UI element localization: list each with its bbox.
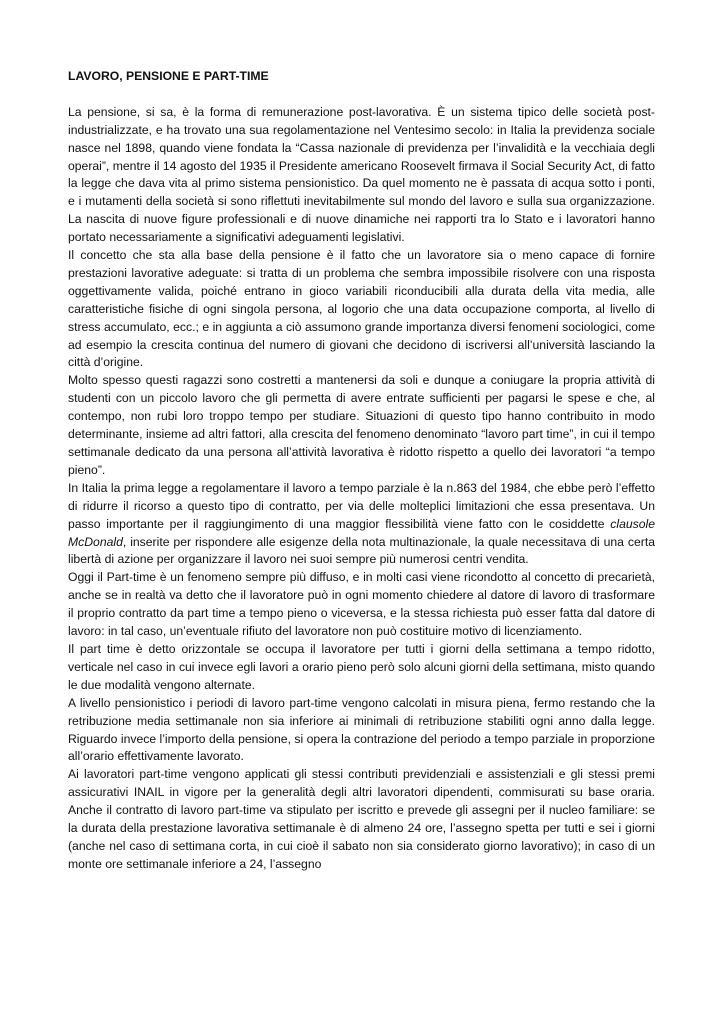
document-page [68,68,655,874]
paragraph-contributions: Ai lavoratori part-time vengono applicati gli stessi contributi previdenziali e assistenziali e gli stessi premi assicurativi INAIL in vigore per la generalità degli altri lavoratori dipendenti, commisurati su base oraria. Anche il contratto di lavoro part-time va stipulato per iscritto e prevede gli assegni per il nucleo familiare: se la durata della prestazione lavorativa settimanale è di almeno 24 ore, l’assegno spetta per tutti e sei i giorni (anche nel caso di settimana corta, in cui cioè il sabato non sia considerato giorno lavorativo); in caso di un monte ore settimanale inferiore a 24, l’assegno [68,767,655,871]
paragraph-italian-law [68,480,655,570]
paragraph-italian-law-before: In Italia la prima legge a regolamentare il lavoro a tempo parziale è la n.863 del 1984, che ebbe però l’effetto di ridurre il ricorso a questo tipo di contratto, per via delle molteplici limitazioni che essa presentava. Un passo importante per il raggiungimento di una maggior flessibilità viene fatto con le cosiddette [68,480,655,531]
paragraph-students-part-time: Molto spesso questi ragazzi sono costretti a mantenersi da soli e dunque a coniugare la propria attività di studenti con un piccolo lavoro che gli permetta di avere entrate sufficienti per pagarsi le spese e che, al contempo, non rubi loro troppo tempo per studiare. Situazioni di questo tipo hanno contribuito in modo determinante, insieme ad altri fattori, alla crescita del fenomeno denominato “lavoro part time”, in cui il tempo settimanale dedicato da una persona all’attività lavorativa è ridotto rispetto a quello dei lavoratori “a tempo pieno”. [68,373,655,477]
paragraph-pension-history: La pensione, si sa, è la forma di remunerazione post-lavorativa. È un sistema tipico delle società post-industrializzate, e ha trovato una sua regolamentazione nel Ventesimo secolo: in Italia la previdenza sociale nasce nel 1898, quando viene fondata la “Cassa nazionale di previdenza per l’invalidità e la vecchiaia degli operai”, mentre il 14 agosto del 1935 il Presidente americano Roosevelt firmava il Social Security Act, di fatto la legge che dava vita al primo sistema pensionistico. Da quel momento ne è passata di acqua sotto i ponti, e i mutamenti della società si sono riflettuti inevitabilmente sul mondo del lavoro e sulla sua organizzazione. La nascita di nuove figure professionali e di nuove dinamiche nei rapporti tra lo Stato e i lavoratori hanno portato necessariamente a significativi adeguamenti legislativi. [68,104,655,245]
paragraph-pension-concept: Il concetto che sta alla base della pensione è il fatto che un lavoratore sia o meno capace di fornire prestazioni lavorative adeguate: si tratta di un problema che sembra impossibile risolvere con una risposta oggettivamente valida, poiché entrano in gioco variabili riconducibili alla durata della vita media, alle caratteristiche fisiche di ogni singola persona, al logorio che una data occupazione comporta, al livello di stress accumulato, ecc.; e in aggiunta a ciò assumono grande importanza diversi fenomeni sociologici, come ad esempio la crescita continua del numero di giovani che decidono di iscriversi all’università lasciando la città d’origine. [68,248,655,370]
clausole-mcdonald-italic: clausole McDonald [68,516,655,549]
document-title: LAVORO, PENSIONE E PART-TIME [68,69,269,83]
paragraph-italian-law-after: , inserite per rispondere alle esigenze della nota multinazionale, la quale necessitava di una certa libertà di azione per organizzare il lavoro nei suoi sempre più numerosi centri vendita. [68,534,655,567]
paragraph-part-time-today: Oggi il Part-time è un fenomeno sempre più diffuso, e in molti casi viene ricondotto al concetto di precarietà, anche se in realtà va detto che il lavoratore può in ogni momento chiedere al datore di lavoro di trasformare il proprio contratto da part time a tempo pieno o viceversa, e la stessa richiesta può esser fatta dal datore di lavoro: in tal caso, un’eventuale rifiuto del lavoratore non può costituire motivo di licenziamento. [68,570,655,639]
paragraph-pension-calculation: A livello pensionistico i periodi di lavoro part-time vengono calcolati in misura piena, fermo restando che la retribuzione media settimanale non sia inferiore ai minimali di retribuzione stabiliti ogni anno dalla legge. Riguardo invece l’importo della pensione, si opera la contrazione del periodo a tempo parziale in proporzione all’orario effettivamente lavorato. [68,695,655,764]
paragraph-part-time-types: Il part time è detto orizzontale se occupa il lavoratore per tutti i giorni della settimana a tempo ridotto, verticale nel caso in cui invece egli lavori a orario pieno però solo alcuni giorni della settimana, misto quando le due modalità vengono alternate. [68,641,655,692]
